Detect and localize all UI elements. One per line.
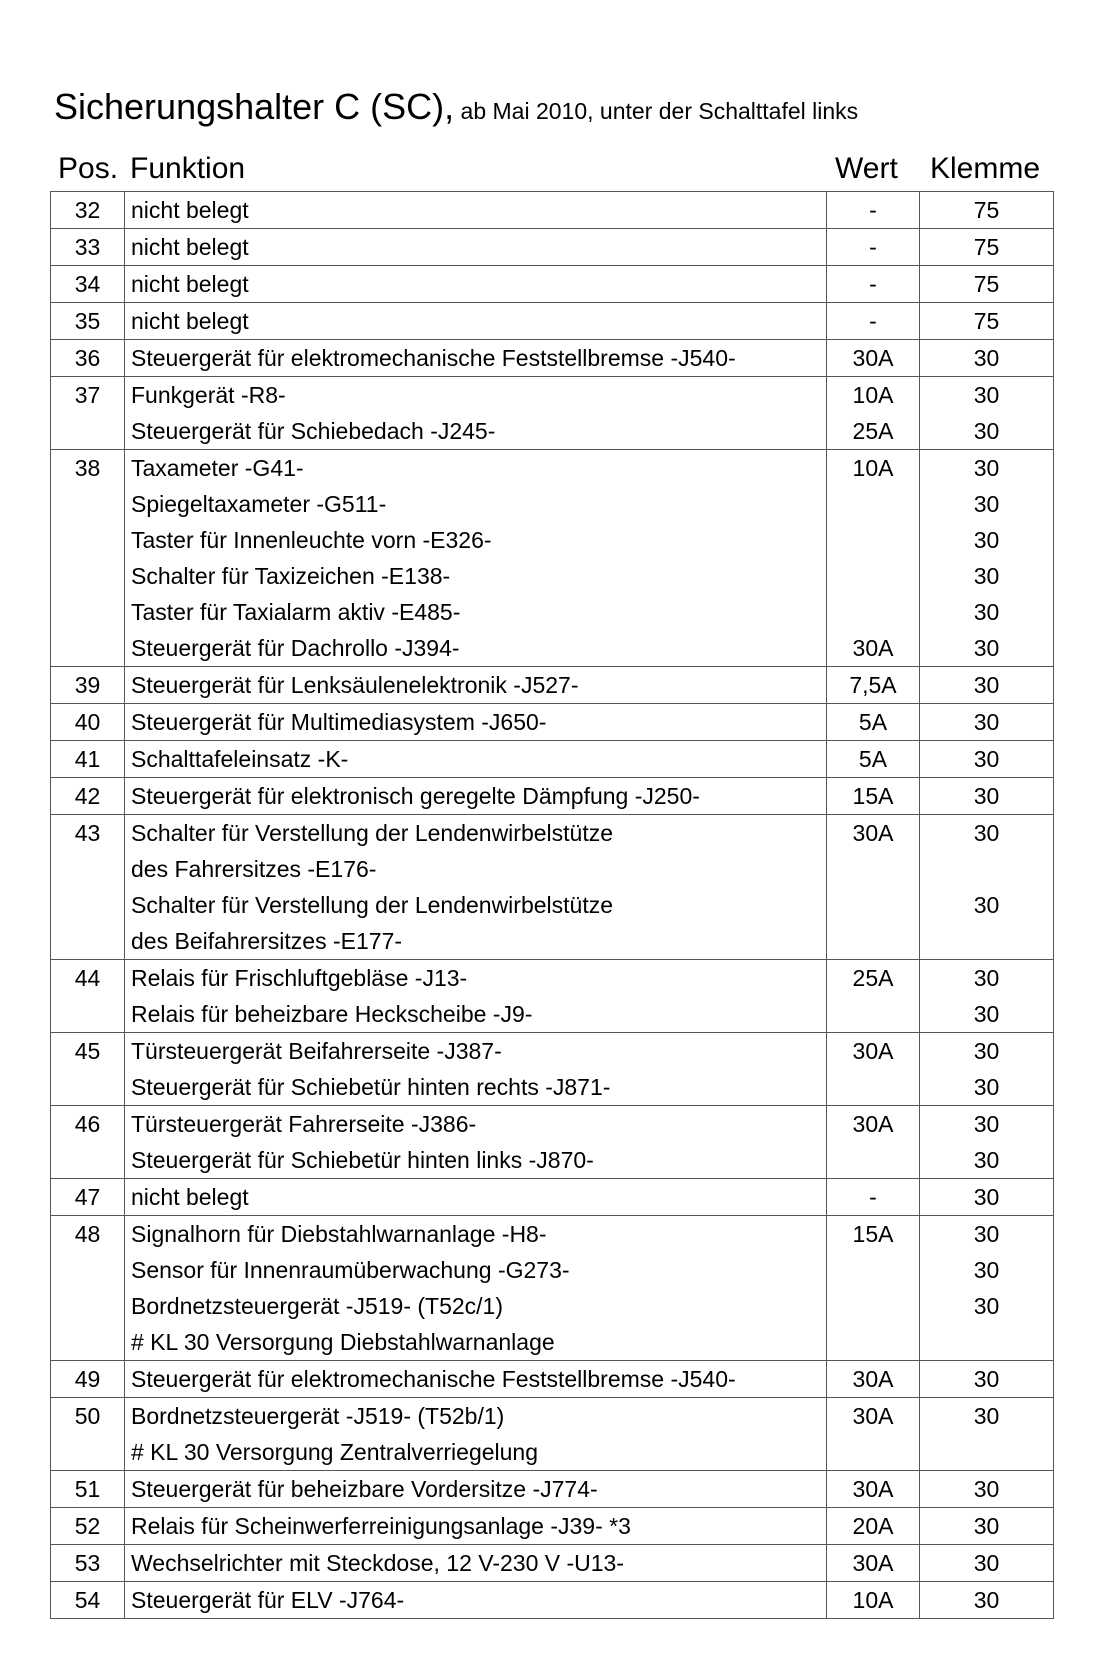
wert-line: - bbox=[869, 271, 877, 297]
pos-number: 44 bbox=[74, 965, 101, 991]
table-row bbox=[51, 303, 1054, 340]
funktion-cell bbox=[125, 1179, 827, 1216]
pos-number: 49 bbox=[74, 1366, 101, 1392]
funktion-line: Steuergerät für elektromechanische Feststellbremse -J540- bbox=[131, 1366, 736, 1392]
wert-cell bbox=[827, 340, 920, 377]
funktion-line: Schalttafeleinsatz -K- bbox=[131, 746, 349, 772]
table-row bbox=[51, 340, 1054, 377]
pos-number: 52 bbox=[74, 1513, 101, 1539]
funktion-line: # KL 30 Versorgung Zentralverriegelung bbox=[131, 1439, 539, 1465]
title-subtitle: ab Mai 2010, unter der Schalttafel links bbox=[454, 98, 859, 124]
funktion-cell bbox=[125, 1361, 827, 1398]
klemme-line: 30 bbox=[973, 1550, 1000, 1576]
klemme-line: 30 bbox=[973, 599, 1000, 625]
table-row bbox=[51, 1361, 1054, 1398]
fuse-table-body bbox=[51, 192, 1054, 1619]
pos-cell bbox=[51, 1545, 125, 1582]
klemme-line: 30 bbox=[973, 1001, 1000, 1027]
wert-line bbox=[827, 1324, 919, 1360]
funktion-line: Taster für Taxialarm aktiv -E485- bbox=[131, 599, 461, 625]
funktion-line: Spiegeltaxameter -G511- bbox=[131, 491, 387, 517]
wert-line: 30A bbox=[852, 1038, 894, 1064]
header-wert: Wert bbox=[835, 152, 898, 185]
funktion-line: Steuergerät für Lenksäulenelektronik -J527- bbox=[131, 672, 579, 698]
pos-number: 41 bbox=[74, 746, 101, 772]
funktion-line: Schalter für Verstellung der Lendenwirbelstütze bbox=[131, 892, 614, 918]
table-row bbox=[51, 1508, 1054, 1545]
funktion-cell bbox=[125, 1545, 827, 1582]
klemme-cell bbox=[920, 1508, 1054, 1545]
pos-cell bbox=[51, 192, 125, 229]
wert-line bbox=[827, 486, 919, 522]
table-row bbox=[51, 266, 1054, 303]
klemme-cell bbox=[920, 1361, 1054, 1398]
pos-cell bbox=[51, 377, 125, 450]
wert-cell bbox=[827, 192, 920, 229]
funktion-cell bbox=[125, 229, 827, 266]
funktion-cell bbox=[125, 266, 827, 303]
klemme-line: 30 bbox=[973, 1184, 1000, 1210]
wert-cell bbox=[827, 667, 920, 704]
klemme-cell bbox=[920, 266, 1054, 303]
klemme-cell bbox=[920, 1216, 1054, 1361]
wert-line: 30A bbox=[852, 1403, 894, 1429]
wert-line bbox=[827, 1288, 919, 1324]
klemme-line: 30 bbox=[973, 527, 1000, 553]
pos-cell bbox=[51, 815, 125, 960]
funktion-line: Relais für Frischluftgebläse -J13- bbox=[131, 965, 468, 991]
klemme-line: 30 bbox=[973, 1587, 1000, 1613]
klemme-cell bbox=[920, 1106, 1054, 1179]
funktion-cell bbox=[125, 377, 827, 450]
klemme-cell bbox=[920, 1033, 1054, 1106]
klemme-line bbox=[920, 1324, 1053, 1360]
wert-line: 15A bbox=[852, 1221, 894, 1247]
wert-line bbox=[827, 923, 919, 959]
funktion-line: Steuergerät für elektronisch geregelte Dämpfung -J250- bbox=[131, 783, 700, 809]
klemme-cell bbox=[920, 1582, 1054, 1619]
funktion-line: nicht belegt bbox=[131, 234, 249, 260]
page-title bbox=[54, 86, 858, 128]
klemme-line: 30 bbox=[973, 455, 1000, 481]
wert-cell bbox=[827, 266, 920, 303]
funktion-line: Steuergerät für Schiebetür hinten rechts -J871- bbox=[131, 1074, 611, 1100]
pos-number: 47 bbox=[74, 1184, 101, 1210]
header-funktion: Funktion bbox=[130, 152, 246, 185]
klemme-line bbox=[920, 851, 1053, 887]
funktion-line: des Fahrersitzes -E176- bbox=[131, 856, 377, 882]
klemme-line: 30 bbox=[973, 418, 1000, 444]
klemme-line: 30 bbox=[973, 672, 1000, 698]
pos-cell bbox=[51, 1216, 125, 1361]
funktion-cell bbox=[125, 1398, 827, 1471]
funktion-line: Steuergerät für elektromechanische Feststellbremse -J540- bbox=[131, 345, 736, 371]
pos-number: 36 bbox=[74, 345, 101, 371]
table-row bbox=[51, 1398, 1054, 1471]
funktion-cell bbox=[125, 1216, 827, 1361]
klemme-line: 30 bbox=[973, 709, 1000, 735]
klemme-cell bbox=[920, 741, 1054, 778]
pos-number: 45 bbox=[74, 1038, 101, 1064]
pos-number: 53 bbox=[74, 1550, 101, 1576]
wert-cell bbox=[827, 704, 920, 741]
pos-number: 37 bbox=[74, 382, 101, 408]
wert-cell bbox=[827, 1179, 920, 1216]
wert-cell bbox=[827, 778, 920, 815]
funktion-line: Sensor für Innenraumüberwachung -G273- bbox=[131, 1257, 570, 1283]
wert-line bbox=[827, 851, 919, 887]
klemme-line: 30 bbox=[973, 1476, 1000, 1502]
klemme-line: 30 bbox=[973, 965, 1000, 991]
wert-line bbox=[827, 887, 919, 923]
funktion-line: nicht belegt bbox=[131, 271, 249, 297]
klemme-line: 30 bbox=[973, 892, 1000, 918]
funktion-line: Funkgerät -R8- bbox=[131, 382, 286, 408]
wert-line: 10A bbox=[852, 382, 894, 408]
klemme-cell bbox=[920, 1471, 1054, 1508]
funktion-line: nicht belegt bbox=[131, 1184, 249, 1210]
wert-line: 10A bbox=[852, 1587, 894, 1613]
title-main: Sicherungshalter C (SC), bbox=[54, 86, 455, 127]
wert-cell bbox=[827, 815, 920, 960]
pos-cell bbox=[51, 960, 125, 1033]
pos-cell bbox=[51, 1582, 125, 1619]
klemme-line: 30 bbox=[973, 783, 1000, 809]
wert-line bbox=[827, 594, 919, 630]
klemme-cell bbox=[920, 704, 1054, 741]
pos-number: 39 bbox=[74, 672, 101, 698]
funktion-line: Bordnetzsteuergerät -J519- (T52c/1) bbox=[131, 1293, 504, 1319]
klemme-line: 30 bbox=[973, 635, 1000, 661]
wert-cell bbox=[827, 741, 920, 778]
pos-number: 48 bbox=[74, 1221, 101, 1247]
funktion-line: Wechselrichter mit Steckdose, 12 V-230 V -U13- bbox=[131, 1550, 625, 1576]
wert-cell bbox=[827, 229, 920, 266]
klemme-cell bbox=[920, 815, 1054, 960]
table-row bbox=[51, 778, 1054, 815]
klemme-line: 75 bbox=[973, 197, 1000, 223]
pos-cell bbox=[51, 340, 125, 377]
table-row bbox=[51, 229, 1054, 266]
klemme-line: 30 bbox=[973, 1293, 1000, 1319]
klemme-cell bbox=[920, 960, 1054, 1033]
pos-cell bbox=[51, 1471, 125, 1508]
klemme-line bbox=[920, 923, 1053, 959]
klemme-line: 30 bbox=[973, 1111, 1000, 1137]
wert-cell bbox=[827, 1216, 920, 1361]
table-row bbox=[51, 1216, 1054, 1361]
pos-cell bbox=[51, 303, 125, 340]
pos-number: 42 bbox=[74, 783, 101, 809]
funktion-line: des Beifahrersitzes -E177- bbox=[131, 928, 403, 954]
pos-number: 40 bbox=[74, 709, 101, 735]
table-row bbox=[51, 741, 1054, 778]
klemme-cell bbox=[920, 192, 1054, 229]
pos-cell bbox=[51, 1361, 125, 1398]
funktion-line: Steuergerät für Dachrollo -J394- bbox=[131, 635, 460, 661]
funktion-cell bbox=[125, 960, 827, 1033]
table-row bbox=[51, 667, 1054, 704]
wert-cell bbox=[827, 303, 920, 340]
wert-line: 10A bbox=[852, 455, 894, 481]
pos-cell bbox=[51, 1179, 125, 1216]
pos-cell bbox=[51, 229, 125, 266]
funktion-cell bbox=[125, 741, 827, 778]
klemme-cell bbox=[920, 229, 1054, 266]
klemme-line: 30 bbox=[973, 491, 1000, 517]
pos-number: 33 bbox=[74, 234, 101, 260]
wert-line: - bbox=[869, 1184, 877, 1210]
funktion-line: nicht belegt bbox=[131, 197, 249, 223]
pos-number: 34 bbox=[74, 271, 101, 297]
pos-cell bbox=[51, 704, 125, 741]
table-row bbox=[51, 815, 1054, 960]
table-row bbox=[51, 960, 1054, 1033]
pos-cell bbox=[51, 1398, 125, 1471]
funktion-line: Türsteuergerät Fahrerseite -J386- bbox=[131, 1111, 477, 1137]
funktion-cell bbox=[125, 340, 827, 377]
wert-line bbox=[827, 1142, 919, 1178]
klemme-cell bbox=[920, 303, 1054, 340]
funktion-line: Türsteuergerät Beifahrerseite -J387- bbox=[131, 1038, 502, 1064]
pos-number: 54 bbox=[74, 1587, 101, 1613]
funktion-cell bbox=[125, 1471, 827, 1508]
funktion-cell bbox=[125, 1508, 827, 1545]
wert-line: 20A bbox=[852, 1513, 894, 1539]
funktion-cell bbox=[125, 303, 827, 340]
wert-line: 30A bbox=[852, 635, 894, 661]
klemme-line: 30 bbox=[973, 563, 1000, 589]
klemme-line: 30 bbox=[973, 1366, 1000, 1392]
funktion-cell bbox=[125, 704, 827, 741]
pos-cell bbox=[51, 1508, 125, 1545]
klemme-line bbox=[920, 1434, 1053, 1470]
funktion-line: Signalhorn für Diebstahlwarnanlage -H8- bbox=[131, 1221, 547, 1247]
pos-number: 51 bbox=[74, 1476, 101, 1502]
wert-line: 30A bbox=[852, 820, 894, 846]
funktion-cell bbox=[125, 192, 827, 229]
klemme-line: 30 bbox=[973, 1513, 1000, 1539]
funktion-cell bbox=[125, 1033, 827, 1106]
pos-number: 32 bbox=[74, 197, 101, 223]
table-row bbox=[51, 192, 1054, 229]
funktion-cell bbox=[125, 450, 827, 667]
header-klemme: Klemme bbox=[930, 152, 1041, 185]
funktion-cell bbox=[125, 1106, 827, 1179]
pos-number: 35 bbox=[74, 308, 101, 334]
table-row bbox=[51, 1106, 1054, 1179]
funktion-line: Schalter für Taxizeichen -E138- bbox=[131, 563, 451, 589]
fuse-table bbox=[50, 191, 1054, 1619]
wert-line: 7,5A bbox=[849, 672, 897, 698]
table-row bbox=[51, 1545, 1054, 1582]
klemme-cell bbox=[920, 450, 1054, 667]
wert-line: 30A bbox=[852, 345, 894, 371]
klemme-line: 30 bbox=[973, 1074, 1000, 1100]
wert-cell bbox=[827, 1545, 920, 1582]
klemme-cell bbox=[920, 377, 1054, 450]
table-row bbox=[51, 450, 1054, 667]
funktion-line: Steuergerät für Schiebetür hinten links -J870- bbox=[131, 1147, 594, 1173]
klemme-cell bbox=[920, 340, 1054, 377]
wert-line: 5A bbox=[858, 746, 888, 772]
funktion-cell bbox=[125, 1582, 827, 1619]
table-row bbox=[51, 377, 1054, 450]
table-row bbox=[51, 1179, 1054, 1216]
wert-line: - bbox=[869, 197, 877, 223]
wert-cell bbox=[827, 1033, 920, 1106]
pos-number: 43 bbox=[74, 820, 101, 846]
pos-number: 38 bbox=[74, 455, 101, 481]
wert-cell bbox=[827, 960, 920, 1033]
wert-line bbox=[827, 1434, 919, 1470]
klemme-line: 30 bbox=[973, 1403, 1000, 1429]
wert-line bbox=[827, 1252, 919, 1288]
funktion-line: Steuergerät für ELV -J764- bbox=[131, 1587, 405, 1613]
klemme-line: 75 bbox=[973, 271, 1000, 297]
pos-cell bbox=[51, 266, 125, 303]
table-row bbox=[51, 1582, 1054, 1619]
klemme-line: 30 bbox=[973, 1038, 1000, 1064]
wert-line bbox=[827, 1069, 919, 1105]
pos-number: 50 bbox=[74, 1403, 101, 1429]
header-pos: Pos. bbox=[58, 152, 119, 185]
wert-line: - bbox=[869, 308, 877, 334]
klemme-line: 30 bbox=[973, 345, 1000, 371]
pos-cell bbox=[51, 778, 125, 815]
wert-cell bbox=[827, 1398, 920, 1471]
klemme-cell bbox=[920, 667, 1054, 704]
wert-cell bbox=[827, 377, 920, 450]
klemme-cell bbox=[920, 1179, 1054, 1216]
table-row bbox=[51, 1471, 1054, 1508]
funktion-line: Bordnetzsteuergerät -J519- (T52b/1) bbox=[131, 1403, 505, 1429]
klemme-line: 30 bbox=[973, 1147, 1000, 1173]
pos-cell bbox=[51, 450, 125, 667]
klemme-cell bbox=[920, 1398, 1054, 1471]
wert-cell bbox=[827, 1508, 920, 1545]
klemme-line: 30 bbox=[973, 1221, 1000, 1247]
funktion-line: Steuergerät für beheizbare Vordersitze -J774- bbox=[131, 1476, 598, 1502]
funktion-line: Steuergerät für Schiebedach -J245- bbox=[131, 418, 496, 444]
table-row bbox=[51, 1033, 1054, 1106]
klemme-cell bbox=[920, 1545, 1054, 1582]
klemme-line: 30 bbox=[973, 820, 1000, 846]
wert-line: 30A bbox=[852, 1111, 894, 1137]
wert-cell bbox=[827, 1361, 920, 1398]
klemme-line: 30 bbox=[973, 746, 1000, 772]
funktion-line: nicht belegt bbox=[131, 308, 249, 334]
funktion-line: Relais für Scheinwerferreinigungsanlage -J39- *3 bbox=[131, 1513, 631, 1539]
wert-cell bbox=[827, 1582, 920, 1619]
table-row bbox=[51, 704, 1054, 741]
funktion-line: Taster für Innenleuchte vorn -E326- bbox=[131, 527, 492, 553]
pos-cell bbox=[51, 1033, 125, 1106]
wert-line bbox=[827, 996, 919, 1032]
wert-line bbox=[827, 522, 919, 558]
funktion-line: Taxameter -G41- bbox=[131, 455, 304, 481]
wert-line: 25A bbox=[852, 965, 894, 991]
wert-cell bbox=[827, 1106, 920, 1179]
wert-line: 30A bbox=[852, 1366, 894, 1392]
funktion-line: Steuergerät für Multimediasystem -J650- bbox=[131, 709, 547, 735]
klemme-line: 75 bbox=[973, 308, 1000, 334]
pos-cell bbox=[51, 1106, 125, 1179]
klemme-line: 30 bbox=[973, 1257, 1000, 1283]
klemme-line: 30 bbox=[973, 382, 1000, 408]
wert-line: 25A bbox=[852, 418, 894, 444]
wert-line: 15A bbox=[852, 783, 894, 809]
funktion-line: Relais für beheizbare Heckscheibe -J9- bbox=[131, 1001, 533, 1027]
pos-cell bbox=[51, 741, 125, 778]
wert-cell bbox=[827, 1471, 920, 1508]
funktion-cell bbox=[125, 667, 827, 704]
wert-line: - bbox=[869, 234, 877, 260]
wert-line: 30A bbox=[852, 1550, 894, 1576]
wert-line: 5A bbox=[858, 709, 888, 735]
klemme-line: 75 bbox=[973, 234, 1000, 260]
wert-cell bbox=[827, 450, 920, 667]
funktion-cell bbox=[125, 815, 827, 960]
funktion-line: # KL 30 Versorgung Diebstahlwarnanlage bbox=[131, 1329, 555, 1355]
wert-line bbox=[827, 558, 919, 594]
funktion-line: Schalter für Verstellung der Lendenwirbelstütze bbox=[131, 820, 614, 846]
pos-cell bbox=[51, 667, 125, 704]
pos-number: 46 bbox=[74, 1111, 101, 1137]
klemme-cell bbox=[920, 778, 1054, 815]
wert-line: 30A bbox=[852, 1476, 894, 1502]
funktion-cell bbox=[125, 778, 827, 815]
